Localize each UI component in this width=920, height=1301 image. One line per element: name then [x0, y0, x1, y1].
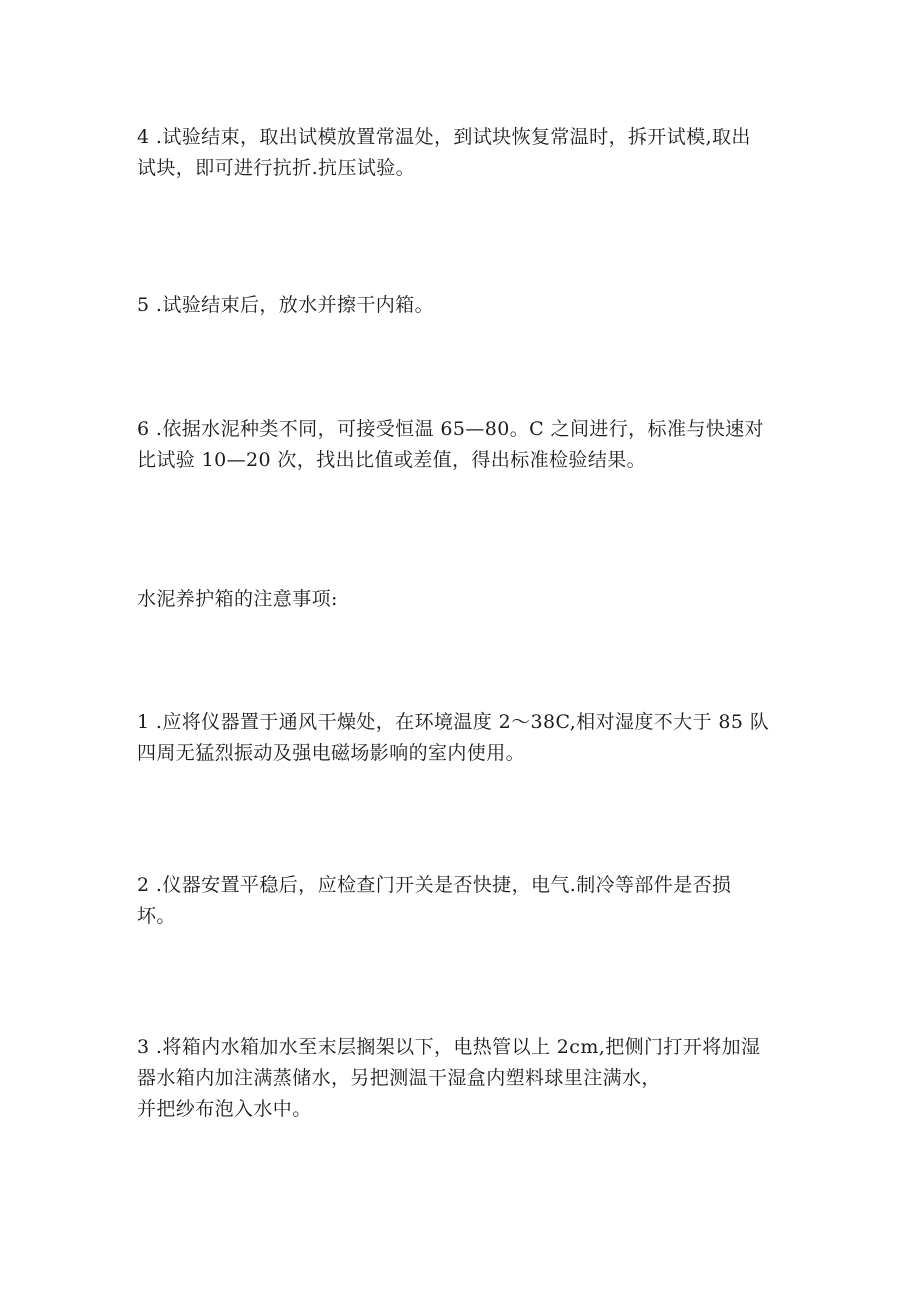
text-line: 1 .应将仪器置于通风干燥处，在环境温度 2～38C,相对湿度不大于 85 队 — [137, 711, 770, 733]
text-line: 比试验 10—20 次，找出比值或差值，得出标准检验结果。 — [137, 449, 647, 471]
heading-text: 水泥养护箱的注意事项: — [137, 588, 338, 610]
paragraph-step-5 — [137, 290, 797, 321]
text-line: 2 .仪器安置平稳后，应检查门开关是否快捷，电气.制冷等部件是否损 — [137, 874, 732, 896]
paragraph-step-6 — [137, 414, 797, 476]
text-line: 3 .将箱内水箱加水至末层搁架以下，电热管以上 2cm,把侧门打开将加湿 — [137, 1036, 761, 1058]
paragraph-step-4 — [137, 122, 797, 184]
text-line: 5 .试验结束后，放水并擦干内箱。 — [137, 294, 434, 316]
text-line: 并把纱布泡入水中。 — [137, 1098, 312, 1120]
text-line: 坏。 — [137, 905, 176, 927]
text-line: 6 .依据水泥种类不同，可接受恒温 65—80。C 之间进行，标准与快速对 — [137, 418, 764, 440]
paragraph-note-1 — [137, 707, 797, 769]
text-line: 四周无猛烈振动及强电磁场影响的室内使用。 — [137, 742, 526, 764]
text-line: 器水箱内加注满蒸储水，另把测温干湿盒内塑料球里注满水， — [137, 1067, 661, 1089]
text-line: 4 .试验结束，取出试模放置常温处，到试块恢复常温时，拆开试模,取出 — [137, 126, 751, 148]
text-line: 试块，即可进行抗折.抗压试验。 — [137, 157, 416, 179]
paragraph-note-2 — [137, 870, 797, 932]
section-heading-precautions — [137, 584, 797, 615]
paragraph-note-3 — [137, 1032, 797, 1125]
